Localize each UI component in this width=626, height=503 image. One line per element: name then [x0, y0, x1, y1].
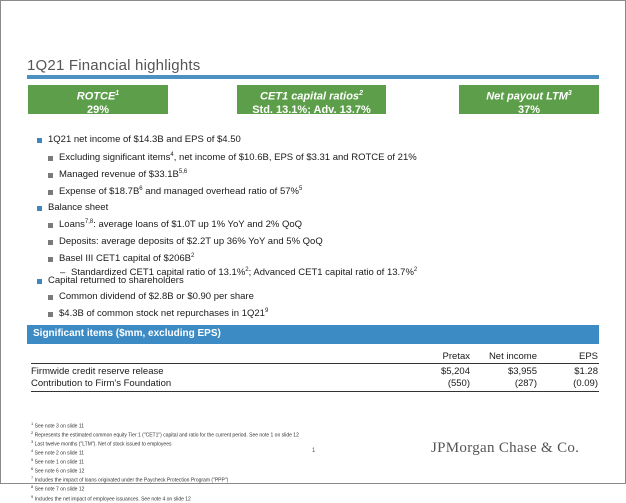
kpi-cet1-note: 2: [359, 90, 363, 97]
sub-bullet-deposits: Deposits: average deposits of $2.2T up 36% YoY and 5% QoQ: [59, 236, 323, 247]
row-label: Contribution to Firm's Foundation: [31, 378, 172, 389]
sub-sub-bullet-cet1-ratios: Standardized CET1 capital ratio of 13.1%$^2$; Advanced CET1 capital ratio of 13.7%$^2$: [71, 267, 418, 279]
row-label: Firmwide credit reserve release: [31, 366, 164, 377]
footnote: $^4$ See note 2 on slide 11: [31, 448, 85, 457]
bullet-capital-returned: Capital returned to shareholders: [48, 275, 184, 286]
company-logo: JPMorgan Chase & Co.: [431, 440, 580, 456]
bullet-marker: [37, 206, 42, 211]
sub-bullet-marker: [48, 295, 53, 300]
title-rule: [27, 75, 599, 79]
sub-bullet-marker: [48, 223, 53, 228]
column-header-pretax: Pretax: [442, 351, 470, 362]
cell-net-income: $3,955: [507, 366, 537, 377]
footnote: $^3$ Last twelve months ("LTM"). Net of stock issued to employees: [31, 439, 172, 448]
kpi-net-payout-note: 3: [567, 90, 572, 97]
table-row: [31, 366, 599, 378]
sub-bullet-marker: [48, 156, 53, 161]
bullet-marker: [37, 138, 42, 143]
bullet-marker: [37, 279, 42, 284]
footnote: $^6$ See note 6 on slide 12: [31, 466, 85, 475]
sub-bullet-marker: [48, 173, 53, 178]
bullet-net-income: 1Q21 net income of $14.3B and EPS of $4.50: [48, 134, 241, 145]
kpi-net-payout-heading: Net payout LTM: [486, 90, 568, 103]
kpi-rotce-heading: ROTCE: [76, 90, 116, 103]
footnote: $^9$ Includes the net impact of employee issuances. See note 4 on slide 12: [31, 493, 191, 503]
dash-marker: –: [60, 267, 66, 278]
cell-net-income: (287): [514, 378, 537, 389]
cell-pretax: (550): [447, 378, 470, 389]
sub-bullet-marker: [48, 240, 53, 245]
sub-bullet-expense: Expense of $\$18.7B^6$ and managed overhead ratio of 57%$^5$: [59, 186, 303, 198]
bullet-balance-sheet: Balance sheet: [48, 202, 109, 213]
table-header-rule: [31, 363, 599, 364]
page-title: 1Q21 Financial highlights: [27, 57, 201, 74]
footnotes: [31, 421, 299, 503]
footnote: $^7$ Includes the impact of loans originated under the Paycheck Protection Program ("PPP"): [31, 475, 229, 485]
cell-eps: (0.09): [573, 378, 598, 389]
footnote: $^1$ See note 3 on slide 11: [31, 421, 85, 430]
page-number: 1: [312, 448, 316, 454]
column-header-eps: EPS: [578, 351, 598, 362]
kpi-net-payout-value: 37%: [517, 103, 541, 116]
kpi-rotce: [28, 85, 168, 114]
table-row: [31, 378, 599, 390]
kpi-net-payout: [459, 85, 599, 114]
cell-eps: $1.28: [574, 366, 598, 377]
kpi-cet1-heading: CET1 capital ratios: [260, 90, 360, 103]
kpi-cet1: [237, 85, 386, 114]
table-bottom-rule: [31, 391, 599, 392]
kpi-cet1-value: Std. 13.1%; Adv. 13.7%: [252, 103, 371, 116]
sub-bullet-dividend: Common dividend of $2.8B or $0.90 per share: [59, 291, 254, 302]
sub-bullet-excluding-items: Excluding significant items$^4$, net income of $10.6B, EPS of $3.31 and ROTCE of 21%: [59, 152, 417, 164]
sub-bullet-repurchases: $4.3B of common stock net repurchases in $1Q21^9$: [59, 308, 269, 320]
sub-bullet-loans: Loans$^{7,8}$: average loans of $1.0T up 1% YoY and 2% QoQ: [59, 219, 303, 231]
significant-items-header: Significant items ($mm, excluding EPS): [27, 325, 599, 342]
sub-bullet-marker: [48, 190, 53, 195]
footnote: $^5$ See note 1 on slide 11: [31, 457, 85, 466]
sub-bullet-managed-revenue: Managed revenue of $\$33.1B^{5,6}$: [59, 169, 188, 181]
footnote: $^8$ See note 7 on slide 12: [31, 484, 85, 494]
significant-items-rule: [27, 342, 599, 344]
column-header-net-income: Net income: [488, 351, 537, 362]
cell-pretax: $5,204: [440, 366, 470, 377]
kpi-rotce-note: 1: [115, 90, 120, 97]
sub-bullet-marker: [48, 257, 53, 262]
kpi-rotce-value: 29%: [86, 103, 110, 116]
sub-bullet-marker: [48, 312, 53, 317]
sub-bullet-cet1-capital: Basel III CET1 capital of $\$206B^2$: [59, 253, 195, 265]
footnote: $^2$ Represents the estimated common equity Tier 1 ("CET1") capital and ratio for the current period. See note 1 on slide 12: [31, 430, 299, 439]
